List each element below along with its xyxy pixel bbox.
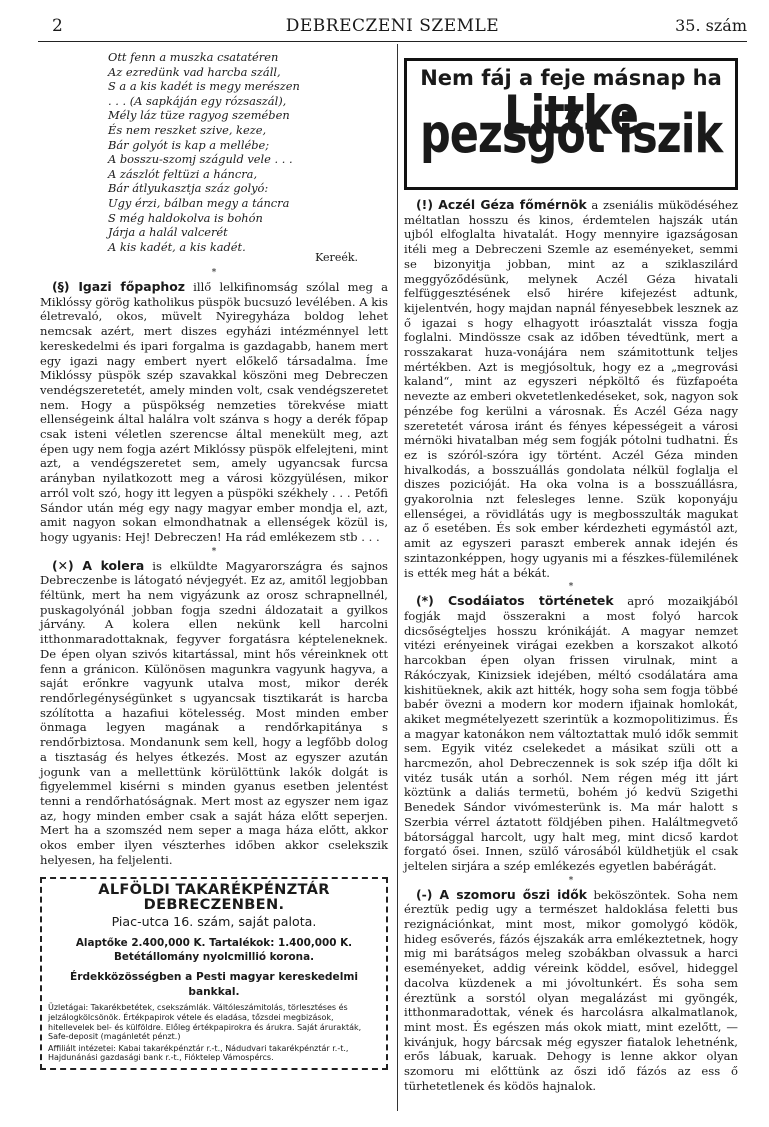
poem-line: Ugy érzi, bálban megy a táncra [108,195,290,210]
bank-affiliates: Affiliált intézetei: Kabai takarékpénztár r.-t., Nádudvari takarékpénztár r.-t., Hajdunánási gazdasági bank r.-t., Fióktelep Vámospércs. [48,1043,349,1063]
article-stories [404,594,738,873]
section-separator: * [211,268,217,279]
poem-line: S még haldokolva is bohón [108,210,263,225]
article-cholera [40,559,388,868]
page-number: 2 [52,16,63,36]
article-text: a zseniális müködéséhez méltatlan hosszu és kinos, érdemtelen hajszák után ujból elfoglalta hivatalát. Hogy mennyire igazságosan itéli meg a Debreczeni Szemle az eseményeket, semmi se bizonyitja jobban, mint az a sziklaszilárd meggyőződésünk, melynek Aczél Géza hivatali felfüggesztésének első hirére kifejezést adtunk, kijelentvén, hogy majdan napnál fényesebbek lesznek az ő igazai s hogy elhagyott iróasztalát vissza fogja foglalni. Mindössze csak az időben tévedtünk, mert a rosszakarat huza-vonájára nem számitottunk teljes mértékben. Azt is megjósoltuk, hogy ez a „megrovási kaland“, mint az egyszeri népköltő és füzfapoéta nevezte az emberi okvetetlenkedéseket, sok, nagyon sok pénzébe fog kerülni a városnak. És Aczél Géza nagy szeretetét városa iránt és fényes képességeit a városi mérnöki hivatalban még sem fogják pótolni tudhatni. És ez is szóról-szóra igy történt. Aczél Géza minden hivalkodás, a bosszuállás gondolata nélkül foglalja el diszes pozicióját. Ha oka volna is a bosszuállásra, gyakorolnia nzt felesleges lenne. Szük koponyáju ellenségei, a rövidlátás ugy is megbosszulták magukat az ő esetében. És sok ember kérdezheti egymástól azt, amit az egyszeri paraszt emberek annak idején és szintazonképpen, hogy ugyanis mi a fészkes-fülemilének is ették meg hát a békát. [404,198,739,580]
section-separator: * [568,875,574,886]
bank-name: ALFÖLDI TAKARÉKPÉNZTÁR DEBRECZENBEN. [98,881,330,914]
poem [108,50,388,254]
poem-line: A bosszu-szomj száguld vele . . . [108,152,293,167]
section-separator: * [211,546,217,557]
poem-line: Ott fenn a muszka csatatéren [108,50,279,64]
poem-line: A kis kadét, a kis kadét. [108,239,246,254]
article-text: illő lelkifinomság szólal meg a Miklóssy görög katholikus püspök bucsuzó levélében. A kis életrevaló, okos, müvelt Nyiregyháza boldog lehet nemcsak azért, mert diszes egyházi intézménnyel lett kereskedelmi és ipari forgalma is gazdagabb, hanem mert egy igazi nagy embert nyert előkelő társadalma. Íme Miklóssy püspök szép szavakkal köszöni meg Debreczen vendégszeretetét, amely minden volt, csak vendégszeretet nem. Hogy a püspökség nemzeties törekvése miatt ellenségeink által halálra volt szánva s hogy a derék főpap csak isteni véletlen szerencse által menekült meg, azt épen ugy nem fogja azért Miklóssy püspök elfelejteni, mint azt, a vendégszeretet sem, amely ugyancsak furcsa arányban nyilatkozott meg a városi közgyülésen, mikor arról volt szó, hogy itt legyen a püspöki székhely . . . Petőfi Sándor után még egy nagy magyar ember mondja el, azt, amit nagyon sokan elmondhatnak a ellenségek közül is, hogy ugyanis: Hej! Debreczen! Ha rád emlékezem stb . . . [40,280,389,544]
ad-brand-line: Littke pezsgőt iszik [419,84,723,166]
article-lead: (!) Aczél Géza főmérnök [416,197,587,212]
poem-line: Járja a halál valcerét [108,225,228,240]
champagne-advertisement [404,58,738,190]
right-column [404,50,738,1093]
newspaper-title: DEBRECZENI SZEMLE [285,16,500,36]
bank-branches: Üzletágai: Takarékbetétek, csekszámlák. Váltóleszámitolás, törlesztéses és jelzálogkölcsönök. Értékpapirok vétele és eladása, tőzsdei megbizások, hitellevelek bel- és külföldre. Előleg értékpapirokra és árukra. Saját árurakták, Safe-deposit (magánletét pénzt.) [48,1003,362,1042]
article-text: apró mozaikjából fogják majd összerakni a most folyó harcok dicsőségteljes hosszu krónikáját. A magyar nemzet vitézi erényeinek virágai ezekben a korszakot alkotó harcokban épen olyan frissen virulnak, mint a Rákóczyak, Kinizsiek idejében, méltó csodálatára ama kishitüeknek, akik azt hitték, hogy soha sem fogja többé babér övezni a modern kor modern ifjainak homlokát, akiket megmételyezett szerintük a kozmopolitizimus. És a magyar katonákon nem változtattak muló idők semmit sem. Egyik vitéz cselekedet a másikat szüli ott a harcmezőn, ahol Debreczennek is sok szép ifja dőlt ki vitéz tusák után a sorhól. Nem régen még itt járt köztünk a daliás termetü, bohém jó kedvü Szigethi Benedek Sándor vivómesterünk is. Ma már halott s Szerbia vérrel áztatott földjében pihen. Haláltmegvető bátorsággal harcolt, ugy halt meg, mint dicső kardot forgató ősei. Innen, szülő városából küldhetjük el csak jeltelen sirjára a szép emlékezés egyetlen babérágát. [404,594,738,873]
poem-line: A zászlót feltüzi a háncra, [108,166,258,181]
ad-headline: Nem fáj a feje másnap ha [420,66,722,90]
left-column [40,50,388,1070]
bank-advertisement [40,877,388,1069]
poem-signature: Kereék. [315,251,358,265]
article-bishop [40,280,388,545]
issue-number: 35. szám [675,16,747,35]
header-rule [38,41,747,42]
section-separator: * [568,582,574,593]
article-engineer [404,198,738,580]
poem-line: Mély láz tüze ragyog szemében [108,108,290,123]
poem-line: . . . (A sapkáján egy rózsaszál), [108,93,287,108]
bank-connection: Érdekközösségben a Pesti magyar kereskedelmi bankkal. [69,970,359,998]
article-lead: (-) A szomoru őszi idők [416,886,588,902]
article-lead: (§) Igazi főpaphoz [52,279,185,295]
article-lead: (✕) A kolera [52,557,145,573]
article-text: is elküldte Magyarországra és sajnos Debreczenbe is látogató névjegyét. Ez az, amitől legjobban féltünk, mert ha nem vigyázunk az orosz schrapnellnél, puskagolyónál jobban fogja szedni áldozatait a gyilkos járvány. A kolera ellen nekünk kell harcolni itthonmaradottaknak, fegyver forgatásra képteleneknek. De épen olyan szivós kitartással, mint hős véreinknek ott fenn a gránicon. Különösen magunkra vagyunk hagyva, a saját erőnkre vagyunk utalva most, mikor derék rendőrlegénységünket s ugyancsak tisztikarát is harcba szólította a hazafiui kötelesség. Most minden ember önmaga legyen magának a rendőrkapitánya s rendőrbiztosa. Mondanunk sem kell, hogy a legfőbb dolog a tisztaság és helyes étkezés. Most az egyszer azután jogunk van a mellettünk körülöttünk lakók dolgát is figyelemmel kisérni s minden gyanus esetben jelentést tenni a rendőrhatóságnak. Mert most az egyszer nem igaz az, hogy minden ember csak a saját háza előtt seperjen. Mert ha a szomszéd nem seper a maga háza előtt, akkor okos ember ilyen vészterhes időben akkor cselekszik helyesen, ha feljelenti. [40,558,389,867]
page-header [38,16,747,42]
poem-line: Az ezredünk vad harcba száll, [108,64,281,79]
poem-line: S a a kis kadét is megy merészen [108,79,300,94]
poem-line: És nem reszket szive, keze, [108,122,267,137]
bank-capital: Alaptőke 2.400,000 K. Tartalékok: 1.400,000 K. Betétállomány nyolcmillió korona. [75,936,353,964]
article-text: beköszöntek. Soha nem éreztük pedig ugy a természet haldoklása feletti bus rezignációnkat, mint most, mikor gomolygó ködök, hideg esőverés, fázós éjszakák arra emlékeztetnek, hogy mig mi barátságos meleg szobákban olvassuk a harci eseményeket, addig véreink köddel, esővel, hideggel dacolva küzdenek a mi jóvoltunkért. És soha sem éreztünk a sorstól olyan megalázást mi gyöngék, itthonmaradottak, vének és harcolásra alkalmatlanok, mint most. És egészen más okok miatt, mint ezelőtt, — kivánjuk, hogy bárcsak még egyszer fiatalok lehetnénk, erős lábuak, karuak. Dehogy is lenne akkor olyan szomoru mi előttünk az őszi idő fázós az ess ő türhetetlenek és ködös hajnalok. [404,887,738,1093]
column-divider [397,44,398,1111]
poem-line: Bár golyót is kap a mellébe; [108,137,270,152]
article-lead: (*) Csodáiatos történetek [416,593,614,609]
bank-address: Piac-utca 16. szám, saját palota. [111,913,317,929]
poem-line: Bár átlyukasztja száz golyó: [108,181,269,196]
article-autumn [404,888,738,1094]
